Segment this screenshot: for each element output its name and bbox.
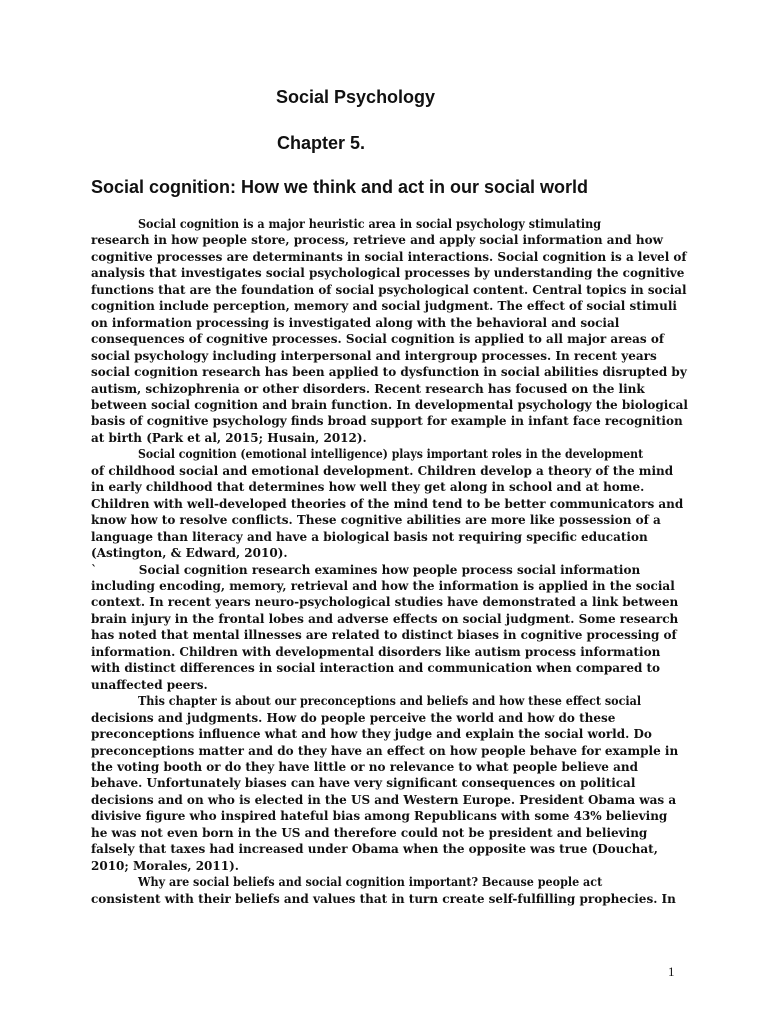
text-line: autism, schizophrenia or other disorders. Recent research has focused on the link — [91, 381, 645, 396]
text-line: between social cognition and brain function. In developmental psychology the biological — [91, 397, 688, 412]
text-line: language than literacy and have a biological basis not requiring specific education — [91, 529, 648, 544]
text-line: cognition include perception, memory and social judgment. The effect of social stimuli — [91, 299, 677, 314]
text-line: ` Social cognition research examines how people process social information — [91, 562, 641, 577]
text-line: cognitive processes are determinants in social interactions. Social cognition is a level of — [91, 249, 687, 264]
text-line: divisive figure who inspired hateful bias among Republicans with some 43% believing — [91, 809, 668, 824]
text-line: he was not even born in the US and therefore could not be president and believing — [91, 825, 648, 840]
text-line: 2010; Morales, 2011). — [91, 858, 239, 873]
text-line: functions that are the foundation of social psychological content. Central topics in social — [91, 282, 687, 297]
text-line: consequences of cognitive processes. Social cognition is applied to all major areas of — [91, 332, 665, 347]
text-line: at birth (Park et al, 2015; Husain, 2012). — [91, 430, 367, 445]
body-text — [91, 216, 688, 907]
text-line: the voting booth or do they have little or no relevance to what people believe and — [91, 759, 638, 774]
text-line: Children with well-developed theories of the mind tend to be better communicators and — [91, 496, 684, 511]
text-line: has noted that mental illnesses are related to distinct biases in cognitive processing of — [91, 628, 677, 643]
text-line: including encoding, memory, retrieval and how the information is applied in the social — [91, 578, 675, 593]
text-line: with distinct differences in social interaction and communication when compared to — [91, 661, 661, 676]
text-line: behave. Unfortunately biases can have very significant consequences on political — [91, 776, 636, 791]
text-line: decisions and on who is elected in the US and Western Europe. President Obama was a — [91, 792, 677, 807]
text-line: This chapter is about our preconceptions and beliefs and how these effect social — [138, 694, 642, 709]
text-line: social psychology including interpersonal and intergroup processes. In recent years — [91, 348, 657, 363]
text-line: research in how people store, process, retrieve and apply social information and how — [91, 233, 663, 248]
text-line: on information processing is investigated along with the behavioral and social — [91, 315, 620, 330]
text-line: analysis that investigates social psychological processes by understanding the cognitive — [91, 266, 685, 281]
document-title: Social Psychology — [276, 87, 436, 107]
text-line: Social cognition (emotional intelligence) plays important roles in the development — [138, 447, 644, 462]
text-line: of childhood social and emotional development. Children develop a theory of the mind — [91, 463, 674, 478]
chapter-heading: Chapter 5. — [277, 133, 366, 153]
text-line: consistent with their beliefs and values that in turn create self-fulfilling prophecies. In — [91, 891, 676, 906]
text-line: Why are social beliefs and social cognition important? Because people act — [138, 875, 603, 890]
text-line: preconceptions influence what and how they judge and explain the social world. Do — [91, 727, 652, 742]
text-line: context. In recent years neuro-psychological studies have demonstrated a link between — [91, 595, 679, 610]
chapter-subtitle: Social cognition: How we think and act in our social world — [91, 177, 589, 197]
text-line: unaffected peers. — [91, 677, 208, 692]
text-line: know how to resolve conflicts. These cognitive abilities are more like possession of a — [91, 513, 661, 528]
text-line: brain injury in the frontal lobes and adverse effects on social judgment. Some research — [91, 611, 679, 626]
text-line: basis of cognitive psychology finds broad support for example in infant face recognition — [91, 414, 683, 429]
text-line: falsely that taxes had increased under Obama when the opposite was true (Douchat, — [91, 842, 658, 857]
page-number: 1 — [668, 964, 675, 979]
text-line: (Astington, & Edward, 2010). — [91, 546, 288, 561]
text-line: decisions and judgments. How do people perceive the world and how do these — [91, 710, 616, 725]
text-line: information. Children with developmental disorders like autism process information — [91, 644, 661, 659]
text-line: social cognition research has been applied to dysfunction in social abilities disrupted by — [91, 365, 687, 380]
text-line: preconceptions matter and do they have an effect on how people behave for example in — [91, 743, 679, 758]
text-line: Social cognition is a major heuristic area in social psychology stimulating — [138, 217, 601, 231]
text-line: in early childhood that determines how well they get along in school and at home. — [91, 480, 645, 495]
